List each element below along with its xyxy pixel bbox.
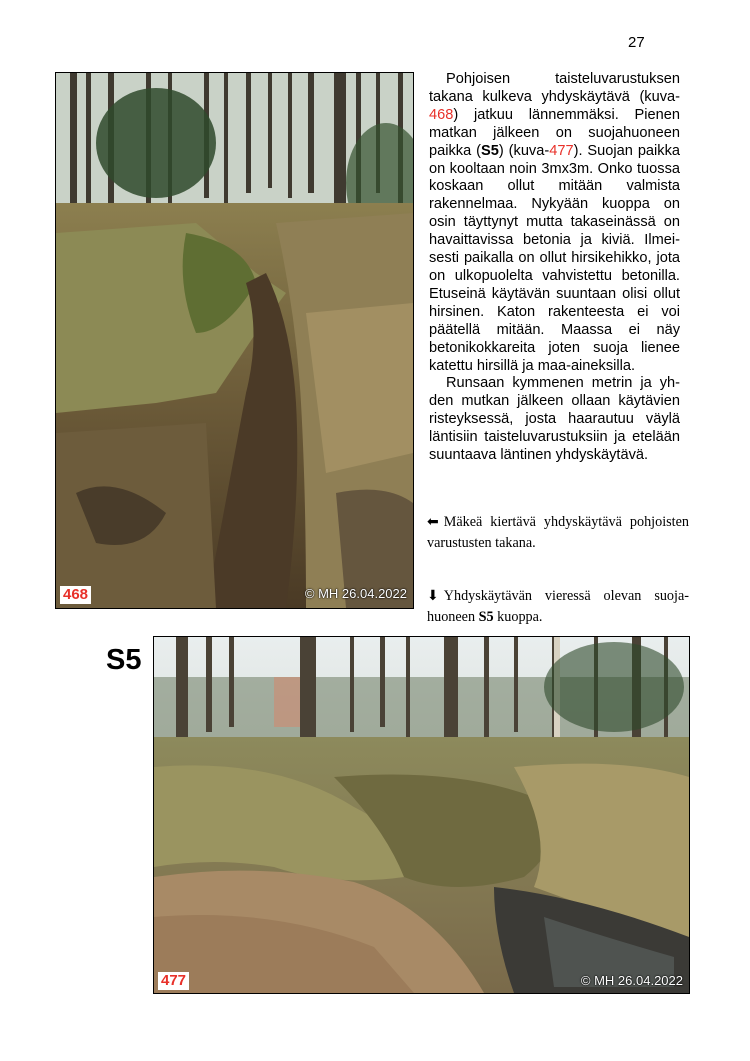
forest-trench-photo (56, 73, 413, 608)
caption-text: Yhdyskäytävän vieressä olevan suojahuoneen (427, 588, 689, 625)
photo-copyright: © MH 26.04.2022 (304, 586, 407, 601)
photo-copyright: © MH 26.04.2022 (580, 973, 683, 988)
text-run: ). Suojan paikka on kooltaan noin 3mx3m. Onko tuossa koskaan ollut mitään valmista rakennelmaa. Nykyään kuoppa on osin täyttynyt mutta takaseinässä on havaittavissa betonia ja kiviä. Ilmeisesti paikalla on ollut hirsikehikko, jota on ulkopuolelta vahvistettu betonilla. Etuseinä käytävän suuntaan olisi ollut hirsinen. Katon rakenteesta ei voi päätellä mitään. Maassa ei näy betonikokkareita joten suoja lienee katettu hirsillä ja maa-aineksilla. (429, 142, 681, 374)
page-number: 27 (628, 34, 645, 51)
text-run: ) jatkuu lännemmäksi. Pienen matkan jälkeen on suojahuoneen paikka ( (429, 106, 680, 159)
text-run: ) (kuva- (498, 142, 550, 159)
shelter-pit-photo (154, 637, 689, 993)
photo-468 (55, 72, 414, 609)
caption-468 (427, 512, 689, 554)
body-paragraph (429, 71, 680, 375)
shelter-code: S5 (478, 609, 494, 625)
caption-text: kuoppa. (493, 609, 543, 625)
caption-text: Mäkeä kiertävä yhdyskäytävä pohjoisten varustusten takana. (427, 514, 689, 551)
photo-number-badge: 468 (60, 586, 91, 604)
body-text (429, 71, 680, 465)
caption-477 (427, 586, 689, 628)
photo-477 (153, 636, 690, 994)
shelter-code: S5 (481, 142, 499, 159)
figure-reference: 468 (429, 106, 454, 123)
figure-reference: 477 (549, 142, 574, 159)
section-label-s5: S5 (106, 644, 142, 676)
text-run: Pohjoisen taisteluvarustuksen takana kulkeva yhdyskäytävä (kuva- (429, 71, 680, 105)
arrow-left-icon: ⬅ (427, 514, 439, 530)
arrow-down-icon: ⬇ (427, 588, 439, 604)
body-paragraph: Runsaan kymmenen metrin ja yhden mutkan jälkeen ollaan käytävien risteyksessä, josta haarautuu väylä läntisiin taisteluvarustuksiin ja etelään suuntaava läntinen yhdyskäytävä. (429, 375, 680, 464)
photo-number-badge: 477 (158, 972, 189, 990)
